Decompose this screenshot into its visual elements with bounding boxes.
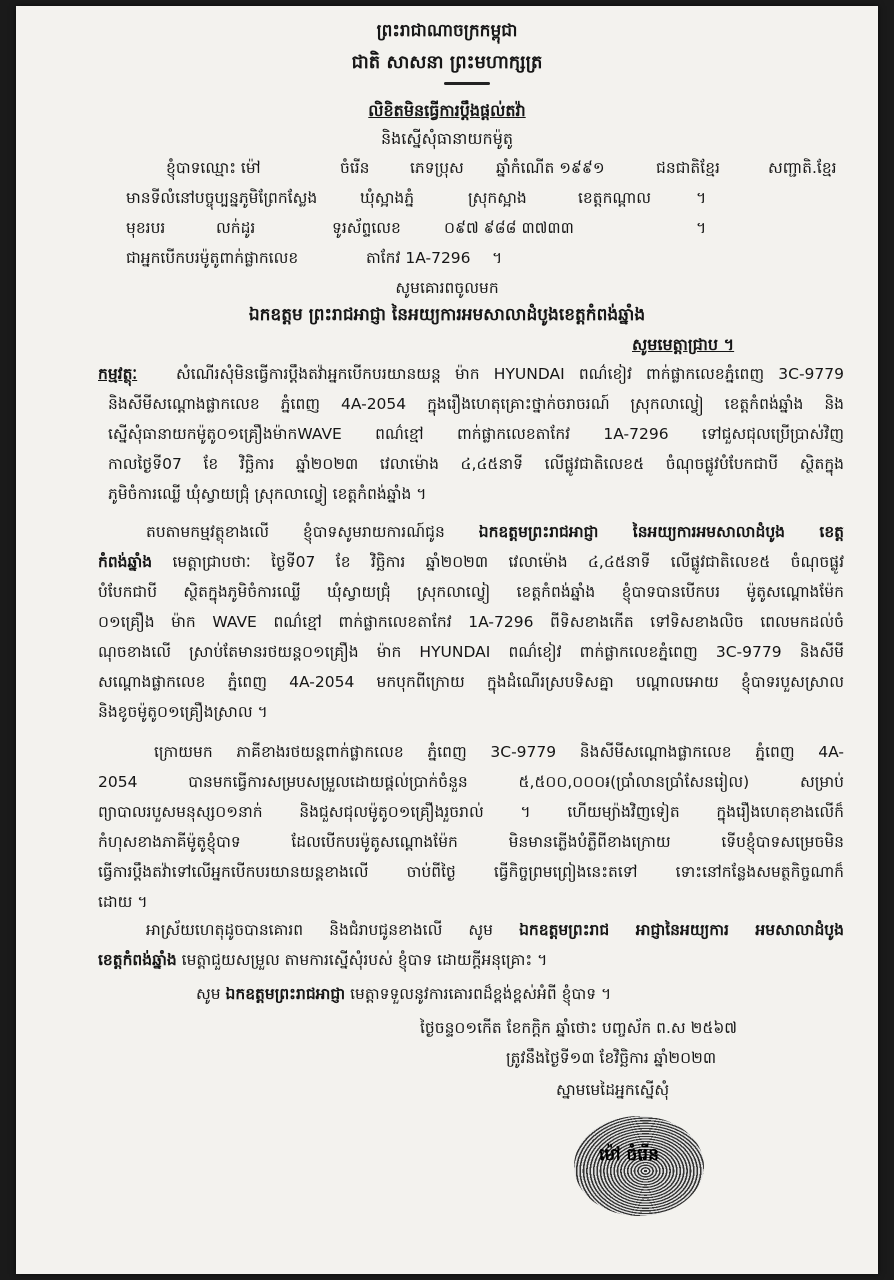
paragraph-line: ក្រោយមក ភាគីខាងរថយន្តពាក់ផ្លាកលេខ ភ្នំពេញ 3C-9779 និងសីមីសណ្តោងផ្លាកលេខ ភ្នំពេញ 4A- [154,743,844,761]
paragraph-line: 2054 បានមកធ្វើការសម្របសម្រួលដោយផ្តល់ប្រាក់ចំនួន ៥,៥០០,០០០៛(ប្រាំលានប្រាំសែនរៀល) សម្រាប់ [98,773,844,791]
signer-label: ស្នាមមេដៃអ្នកស្នើសុំ [556,1081,670,1099]
paragraph-line: ខេត្តកំពង់ឆ្នាំង មេត្តាជួយសម្រួល តាមការស្នើសុំរបស់ ខ្ញុំបាទ ដោយក្តីអនុគ្រោះ ។ [98,951,548,969]
solar-date: ត្រូវនឹងថ្ងៃទី១៣ ខែវិច្ឆិការ ឆ្នាំ២០២៣ [506,1049,717,1067]
paragraph-line: ០១គ្រឿង ម៉ាក WAVE ពណ៌ខ្មៅ ពាក់ផ្លាកលេខតាកែវ 1A-7296 ពីទិសខាងកើត ទៅទិសខាងលិច ពេលមកដល់ចំ [98,613,844,631]
motto-divider [444,82,490,85]
paragraph-line: ដោយ ។ [98,893,148,911]
paragraph-line: ព្យាបាលរបួសមនុស្ស០១នាក់ និងជួសជុលម៉ូតូ០១គ្រឿងរួចរាល់ ។ ហើយម្យ៉ាងវិញទៀត ក្នុងរឿងហេតុខាងលើក៏ [98,803,844,821]
paragraph-line: តបតាមកម្មវត្ថុខាងលើ ខ្ញុំបាទសូមរាយការណ៍ជូន ឯកឧត្តមព្រះរាជអាជ្ញា នៃអយ្យការអមសាលាដំបូង ខេត្ត [146,523,844,541]
respectfully-line: សូមគោរពចូលមក [395,279,499,297]
subject-label: កម្មវត្ថុៈ [98,365,138,383]
subject-line: និងសីមីសណ្តោងផ្លាកលេខ ភ្នំពេញ 4A-2054 ក្នុងរឿងហេតុគ្រោះថ្នាក់ចរាចរណ៍ ស្រុកលាល្វៀ ខេត្តកំពង់ឆ្នាំង និង [108,395,844,413]
paragraph-line: អាស្រ័យហេតុដូចបានគោរព និងជំរាបជូនខាងលើ សូម ឯកឧត្តមព្រះរាជ អាជ្ញានៃអយ្យការ អមសាលាដំបូង [146,921,844,939]
please-know-line: សូមមេត្តាជ្រាប ។ [632,335,735,354]
paragraph-line: ធ្វើការប្តឹងតវ៉ាទៅលើអ្នកបើកបរយានយន្តខាងលើ ចាប់ពីថ្ងៃ ធ្វើកិច្ចព្រមព្រៀងនេះតទៅ ទោះនៅកន្លែងសមត្ថកិច្ចណាក៏ [98,863,844,881]
doc-title: លិខិតមិនធ្វើការប្តឹងផ្តល់តវ៉ា [368,101,526,120]
subject-line: សំណើរសុំមិនធ្វើការប្តឹងតវ៉ាអ្នកបើកបរយានយន្ត ម៉ាក HYUNDAI ពណ៌ខៀវ ពាក់ផ្លាកលេខភ្នំពេញ 3C-9779 [176,365,844,383]
paragraph-line: សណ្តោងផ្លាកលេខ ភ្នំពេញ 4A-2054 មកបុកពីក្រោយ ក្នុងដំណើរស្របទិសគ្នា បណ្តាលអោយ ខ្ញុំបាទរបួសស្រាល [98,673,844,691]
national-motto: ជាតិ សាសនា ព្រះមហាក្សត្រ [351,52,543,73]
signer-name: ម៉ៅ ចំរើន [599,1145,659,1165]
lunar-date: ថ្ងៃចន្ទ០១កើត ខែកក្តិក ឆ្នាំថោះ បញ្ចស័ក ព.ស ២៥៦៧ [420,1019,738,1037]
closing-line: សូម ឯកឧត្តមព្រះរាជអាជ្ញា មេត្តាទទួលនូវការគោរពដ៏ខ្ពង់ខ្ពស់អំពី ខ្ញុំបាទ ។ [196,985,612,1003]
paragraph-line: បំបែកជាបី ស្ថិតក្នុងភូមិចំការឈ្លើ ឃុំស្វាយជ្រុំ ស្រុកលាល្វៀ ខេត្តកំពង់ឆ្នាំង ខ្ញុំបាទបានបើកបរ ម៉ូតូសណ្តោងម៉ែក [98,583,844,601]
paragraph-line: និងខូចម៉ូតូ០១គ្រឿងស្រាល ។ [98,703,268,721]
paragraph-line: ណុចខាងលើ ស្រាប់តែមានរថយន្ត០១គ្រឿង ម៉ាក HYUNDAI ពណ៌ខៀវ ពាក់ផ្លាកលេខភ្នំពេញ 3C-9779 និងសីមី [98,643,844,661]
recipient-line: ឯកឧត្តម ព្រះរាជអាជ្ញា នៃអយ្យការអមសាលាដំបូងខេត្តកំពង់ឆ្នាំង [248,305,646,325]
paragraph-line: កំហុសខាងភាគីម៉ូតូខ្ញុំបាទ ដែលបើកបរម៉ូតូសណ្តោងម៉ែក មិនមានភ្លើងបំភ្លឺពីខាងក្រោយ ទើបខ្ញុំបាទសម្រេចមិន [98,833,844,851]
letter-page: ព្រះរាជាណាចក្រកម្ពុជា ជាតិ សាសនា ព្រះមហាក្សត្រ លិខិតមិនធ្វើការប្តឹងផ្តល់តវ៉ា និងស្នើសុំធានាយកម៉ូតូ ខ្ញុំបាទឈ្មោះ ម៉ៅ ចំរើន ភេទប្រុស ឆ្នាំកំណើត ១៩៩១ ជនជាតិខ្មែរ សញ្ជាតិ.ខ្មែរ មានទីលំនៅបច្ចុប្បន្នភូមិព្រែកស្លែង ឃុំស្អាងភ្នំ ស្រុកស្អាង ខេត្តកណ្តាល ។ មុខរបរ លក់ដូរ ទូរស័ព្ទលេខ ០៩៧ ៩៨៨ ៣៧៣៣ ។ ជាអ្នកបើកបរម៉ូតូពាក់ផ្លាកលេខ តាកែវ 1A-7296 ។ សូមគោរពចូលមក ឯកឧត្តម ព្រះរាជអាជ្ញា នៃអយ្យការអមសាលាដំបូងខេត្តកំពង់ឆ្នាំង សូមមេត្តាជ្រាប ។ កម្មវត្ថុៈ សំណើរសុំមិនធ្វើការប្តឹងតវ៉ាអ្នកបើកបរយានយន្ត ម៉ាក HYUNDAI ពណ៌ខៀវ ពាក់ផ្លាកលេខភ្នំពេញ 3C-9779 និងសីមីសណ្តោងផ្លាកលេខ ភ្នំពេញ 4A-2054 ក្នុងរឿងហេតុគ្រោះថ្នាក់ចរាចរណ៍ ស្រុកលាល្វៀ ខេត្តកំពង់ឆ្នាំង និង ស្នើសុំធានាយកម៉ូតូ០១គ្រឿងម៉ាកWAVE ពណ៌ខ្មៅ ពាក់ផ្លាកលេខតាកែវ 1A-7296 ទៅជួសជុលប្រើប្រាស់វិញ កាលថ្ងៃទី07 ខែ វិច្ឆិការ ឆ្នាំ២០២៣ វេលាម៉ោង ៤,៤៥នាទី លើផ្លូវជាតិលេខ៥ ចំណុចផ្លូវបំបែកជាបី ស្ថិតក្នុង ភូមិចំការឈ្លើ ឃុំស្វាយជ្រុំ ស្រុកលាល្វៀ ខេត្តកំពង់ឆ្នាំង ។ តបតាមកម្មវត្ថុខាងលើ ខ្ញុំបាទសូមរាយការណ៍ជូន ឯកឧត្តមព្រះរាជអាជ្ញា នៃអយ្យការអមសាលាដំបូង ខេត្ត កំពង់ឆ្នាំង មេត្តាជ្រាបថាៈ ថ្ងៃទី07 ខែ វិច្ឆិការ ឆ្នាំ២០២៣ វេលាម៉ោង ៤,៤៥នាទី លើផ្លូវជាតិលេខ៥ ចំណុចផ្លូវ បំបែកជាបី ស្ថិតក្នុងភូមិចំការឈ្លើ ឃុំស្វាយជ្រុំ ស្រុកលាល្វៀ ខេត្តកំពង់ឆ្នាំង ខ្ញុំបាទបានបើកបរ ម៉ូតូសណ្តោងម៉ែក ០១គ្រឿង ម៉ាក WAVE ពណ៌ខ្មៅ ពាក់ផ្លាកលេខតាកែវ 1A-7296 ពីទិសខាងកើត ទៅទិសខាងលិច ពេលមកដល់ចំ ណុចខាងលើ ស្រាប់តែមានរថយន្ត០១គ្រឿង ម៉ាក HYUNDAI ពណ៌ខៀវ ពាក់ផ្លាកលេខភ្នំពេញ 3C-9779 និងសីមី សណ្តោងផ្លាកលេខ ភ្នំពេញ 4A-2054 មកបុកពីក្រោយ ក្នុងដំណើរស្របទិសគ្នា បណ្តាលអោយ ខ្ញុំបាទរបួសស្រាល និងខូចម៉ូតូ០១គ្រឿងស្រាល ។ ក្រោយមក ភាគីខាងរថយន្តពាក់ផ្លាកលេខ ភ្នំពេញ 3C-9779 និងសីមីសណ្តោងផ្លាកលេខ ភ្នំពេញ 4A- 2054 បានមកធ្វើការសម្របសម្រួលដោយផ្តល់ប្រាក់ចំនួន ៥,៥០០,០០០៛(ប្រាំលានប្រាំសែនរៀល) សម្រាប់ ព្យាបាលរបួសមនុស្ស០១នាក់ និងជួសជុលម៉ូតូ០១គ្រឿងរួចរាល់ ។ ហើយម្យ៉ាងវិញទៀត ក្នុងរឿងហេតុខាងលើក៏ កំហុសខាងភាគីម៉ូតូខ្ញុំបាទ ដែលបើកបរម៉ូតូសណ្តោងម៉ែក មិនមានភ្លើងបំភ្លឺពីខាងក្រោយ ទើបខ្ញុំបាទសម្រេចមិន ធ្វើការប្តឹងតវ៉ាទៅលើអ្នកបើកបរយានយន្តខាងលើ ចាប់ពីថ្ងៃ ធ្វើកិច្ចព្រមព្រៀងនេះតទៅ ទោះនៅកន្លែងសមត្ថកិច្ចណាក៏ ដោយ ។ អាស្រ័យហេតុដូចបានគោរព និងជំរាបជូនខាងលើ សូម ឯកឧត្តមព្រះរាជ អាជ្ញានៃអយ្យការ អមសាលាដំបូង ខេត្តកំពង់ឆ្នាំង មេត្តាជួយសម្រួល តាមការស្នើសុំរបស់ ខ្ញុំបាទ ដោយក្តីអនុគ្រោះ ។ សូម ឯកឧត្តមព្រះរាជអាជ្ញា មេត្តាទទួលនូវការគោរពដ៏ខ្ពង់ខ្ពស់អំពី ខ្ញុំបាទ ។ ថ្ងៃចន្ទ០១កើត ខែកក្តិក ឆ្នាំថោះ បញ្ចស័ក ព.ស ២៥៦៧ ត្រូវនឹងថ្ងៃទី១៣ ខែវិច្ឆិការ ឆ្នាំ២០២៣ ស្នាមមេដៃអ្នកស្នើសុំ ម៉ៅ ចំរើន [16,6,878,1274]
subject-line: ស្នើសុំធានាយកម៉ូតូ០១គ្រឿងម៉ាកWAVE ពណ៌ខ្មៅ ពាក់ផ្លាកលេខតាកែវ 1A-7296 ទៅជួសជុលប្រើប្រាស់វិញ [108,425,844,443]
subject-line: កាលថ្ងៃទី07 ខែ វិច្ឆិការ ឆ្នាំ២០២៣ វេលាម៉ោង ៤,៤៥នាទី លើផ្លូវជាតិលេខ៥ ចំណុចផ្លូវបំបែកជាបី ស្ថិតក្នុង [108,455,844,473]
subject-line: ភូមិចំការឈ្លើ ឃុំស្វាយជ្រុំ ស្រុកលាល្វៀ ខេត្តកំពង់ឆ្នាំង ។ [108,485,427,503]
paragraph-line: កំពង់ឆ្នាំង មេត្តាជ្រាបថាៈ ថ្ងៃទី07 ខែ វិច្ឆិការ ឆ្នាំ២០២៣ វេលាម៉ោង ៤,៤៥នាទី លើផ្លូវជាតិលេខ៥ ចំណុចផ្លូវ [98,553,844,571]
kingdom-heading: ព្រះរាជាណាចក្រកម្ពុជា [376,21,518,41]
doc-subtitle: និងស្នើសុំធានាយកម៉ូតូ [380,129,514,148]
